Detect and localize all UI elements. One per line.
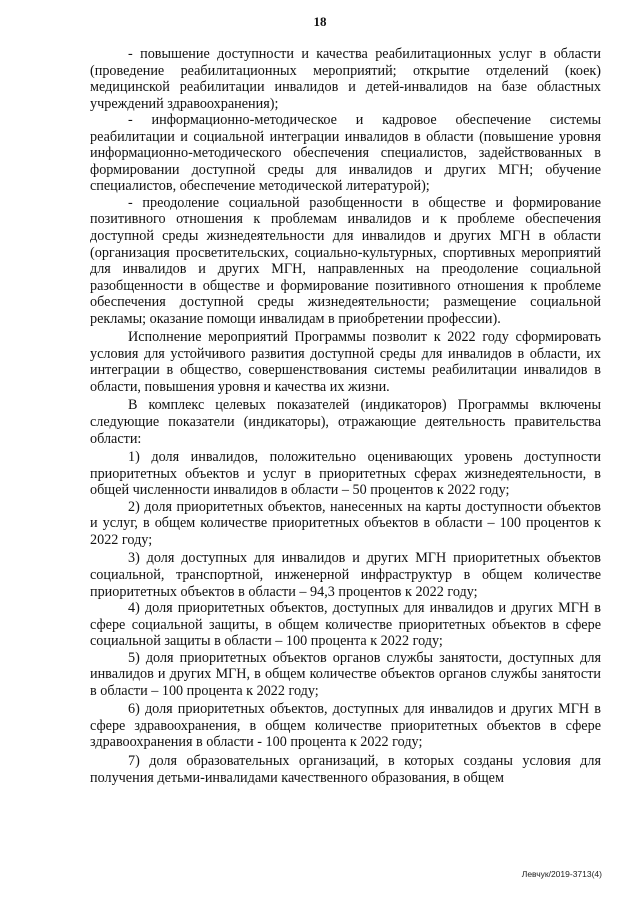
paragraph-bullet-social: - преодоление социальной разобщенности в обществе и формирование позитивного отношения к проблемам инвалидов и к проблеме обеспечения доступной среды жизнедеятельности для инвалидов и других МГН в области (организация просветительских, социально-культурных, спортивных мероприятий для инвалидов и других МГН, направленных на преодоление социальной разобщенности в обществе и формирование позитивного отношения к проблеме обеспечения доступной среды жизнедеятельности; размещение социальной рекламы; оказание помощи инвалидам в приобретении профессии). xyxy=(90,194,601,327)
indicator-item-7: 7) доля образовательных организаций, в которых созданы условия для получения детьми-инвалидами качественного образования, в общем xyxy=(90,752,601,786)
indicator-item-3: 3) доля доступных для инвалидов и других МГН приоритетных объектов социальной, транспортной, инженерной инфраструктур в общем количестве приоритетных объектов в области – 94,3 процентов к 2022 году; xyxy=(90,550,601,600)
indicator-item-6: 6) доля приоритетных объектов, доступных для инвалидов и других МГН в сфере здравоохранения, в общем количестве приоритетных объектов в сфере здравоохранения в области - 100 процента к 2022 году; xyxy=(90,701,601,751)
indicator-item-4: 4) доля приоритетных объектов, доступных для инвалидов и других МГН в сфере социальной защиты, в общем количестве приоритетных объектов в сфере социальной защиты в области – 100 процента к 2022 году; xyxy=(90,600,601,650)
indicator-item-5: 5) доля приоритетных объектов органов службы занятости, доступных для инвалидов и других МГН, в общем количестве объектов органов службы занятости в области – 100 процента к 2022 году; xyxy=(90,649,601,699)
document-footer-code: Левчук/2019-3713(4) xyxy=(521,869,602,879)
paragraph-program-execution: Исполнение мероприятий Программы позволит к 2022 году сформировать условия для устойчивого развития доступной среды для инвалидов в области, их интеграции в общество, совершенствования системы реабилитации инвалидов в области, повышения уровня и качества их жизни. xyxy=(90,329,601,395)
indicator-item-1: 1) доля инвалидов, положительно оценивающих уровень доступности приоритетных объектов и услуг в приоритетных сферах жизнедеятельности, в общей численности инвалидов в области – 50 процентов к 2022 году; xyxy=(90,449,601,499)
document-body xyxy=(90,46,601,786)
indicator-item-2: 2) доля приоритетных объектов, нанесенных на карты доступности объектов и услуг, в общем количестве приоритетных объектов в области – 100 процентов к 2022 году; xyxy=(90,498,601,548)
page-number: 18 xyxy=(313,14,327,29)
paragraph-indicators-intro: В комплекс целевых показателей (индикаторов) Программы включены следующие показатели (индикаторы), отражающие деятельность правительства области: xyxy=(90,397,601,447)
paragraph-bullet-rehabilitation: - повышение доступности и качества реабилитационных услуг в области (проведение реабилитационных мероприятий; открытие отделений (коек) медицинской реабилитации инвалидов и детей-инвалидов на базе областных учреждений здравоохранения); xyxy=(90,46,601,112)
paragraph-bullet-methodical: - информационно-методическое и кадровое обеспечение системы реабилитации и социальной интеграции инвалидов в области (повышение уровня информационно-методического обеспечения специалистов, задействованных в формировании доступной среды для инвалидов и других МГН; обучение специалистов, обеспечение методической литературой); xyxy=(90,112,601,195)
